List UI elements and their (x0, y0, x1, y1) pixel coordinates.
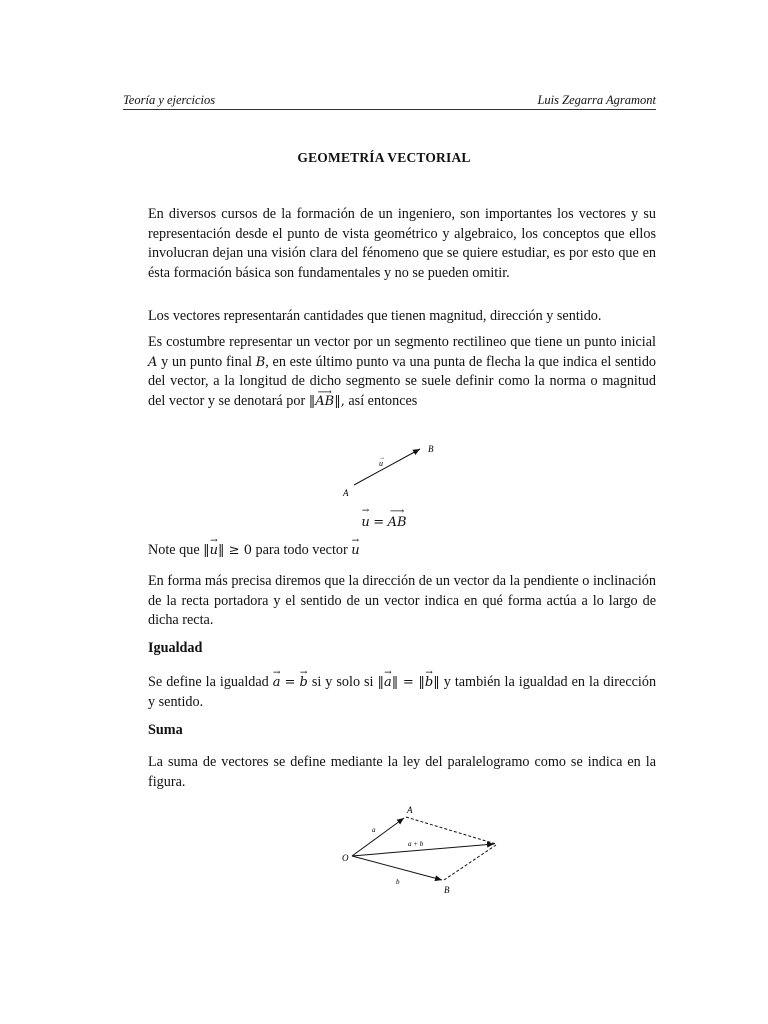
igualdad-vector-b: → b (299, 673, 307, 693)
note-text-2: para todo vector (255, 542, 348, 558)
vector-AB: ⟶ AB (315, 392, 334, 412)
point-B: B (255, 354, 266, 370)
fig1-u-arrow-mark: → (379, 455, 385, 461)
igualdad-text-3: y también la igualdad en la dirección y sentido. (148, 674, 657, 710)
costumbre-text-2: y un punto final (161, 353, 252, 370)
eq-equals: = (373, 515, 385, 530)
heading-igualdad: Igualdad (148, 640, 203, 656)
fig1-label-A: A (343, 488, 349, 498)
intro-paragraph: En diversos cursos de la formación de un ingeniero, son importantes los vectores y su representación desde el punto de vista geométrico y algebraico, los conceptos que ellos involucran dejan una visión clara del fénomeno que se quiere estudiar, es por esto que en ésta formación básica son fundamentales y no se pueden omitir. (148, 206, 656, 281)
suma-paragraph: La suma de vectores se define mediante la ley del paralelogramo como se indica en la figura. (148, 754, 656, 790)
note-paragraph (148, 541, 656, 561)
page-title: GEOMETRÍA VECTORIAL (297, 150, 471, 165)
note-vector-u: → u (210, 541, 218, 561)
vector-figure (330, 435, 460, 505)
note-norm-open: ‖ (203, 543, 210, 558)
eq-vector-u: → u (361, 515, 369, 530)
magnitude-paragraph: Los vectores representarán cantidades que tienen magnitud, dirección y sentido. (148, 308, 602, 324)
fig2-label-O: O (342, 853, 349, 863)
note-vector-u2: → u (351, 541, 359, 561)
costumbre-text-1: Es costumbre representar un vector por un segmento rectilineo que tiene un punto inicial (148, 334, 656, 350)
fig1-label-u: u (379, 459, 383, 468)
dashed-side-bottom (444, 845, 496, 880)
igualdad-paragraph (148, 673, 656, 712)
igualdad-text-2: si y solo si (311, 674, 374, 690)
vector-u-arrow (354, 449, 420, 485)
fig1-label-B: B (428, 444, 434, 454)
equation-u-ab (0, 515, 768, 531)
fig2-label-A: A (407, 805, 413, 815)
header-right: Luis Zegarra Agramont (537, 93, 656, 107)
fig2-label-B: B (444, 885, 450, 895)
vector-a-arrow (352, 818, 404, 856)
igualdad-norm-1: ‖ (377, 675, 385, 690)
norm-open: ‖ (308, 393, 316, 409)
heading-suma: Suma (148, 722, 183, 738)
costumbre-text-4: así entonces (348, 392, 418, 409)
igualdad-equals: = (284, 675, 296, 690)
igualdad-vector-b2: → b (425, 673, 433, 693)
eq-vector-AB: ⟶ AB (388, 515, 407, 530)
parallelogram-figure (330, 800, 510, 900)
fig2-label-b: b (396, 878, 400, 886)
costumbre-paragraph (148, 333, 656, 411)
igualdad-vector-a: → a (273, 673, 281, 693)
igualdad-norm-2: ‖ = ‖ (391, 675, 425, 690)
norm-close: ‖, (334, 393, 345, 409)
header-left: Teoría y ejercicios (123, 93, 216, 107)
costumbre-text-3: , en este último punto va una punta de flecha la que indica el sentido del vector, a la longitud de dicho segmento se suele definir como la norma o magnitud del vector y se denotará por (148, 353, 657, 409)
igualdad-text-1: Se define la igualdad (148, 674, 269, 690)
note-norm-close: ‖ ≥ 0 (218, 543, 252, 558)
vector-b-arrow (352, 856, 442, 880)
page-header (123, 93, 656, 110)
igualdad-vector-a2: → a (384, 673, 392, 693)
note-text-1: Note que (148, 542, 200, 558)
igualdad-norm-3: ‖ (433, 675, 440, 690)
direccion-paragraph: En forma más precisa diremos que la dirección de un vector da la pendiente o inclinación de la recta portadora y el sentido de un vector indica en qué forma actúa a lo largo de dicha recta. (148, 573, 656, 628)
point-A: A (148, 354, 158, 370)
fig2-label-sum: a + b (408, 840, 424, 848)
fig2-label-a: a (372, 826, 376, 834)
